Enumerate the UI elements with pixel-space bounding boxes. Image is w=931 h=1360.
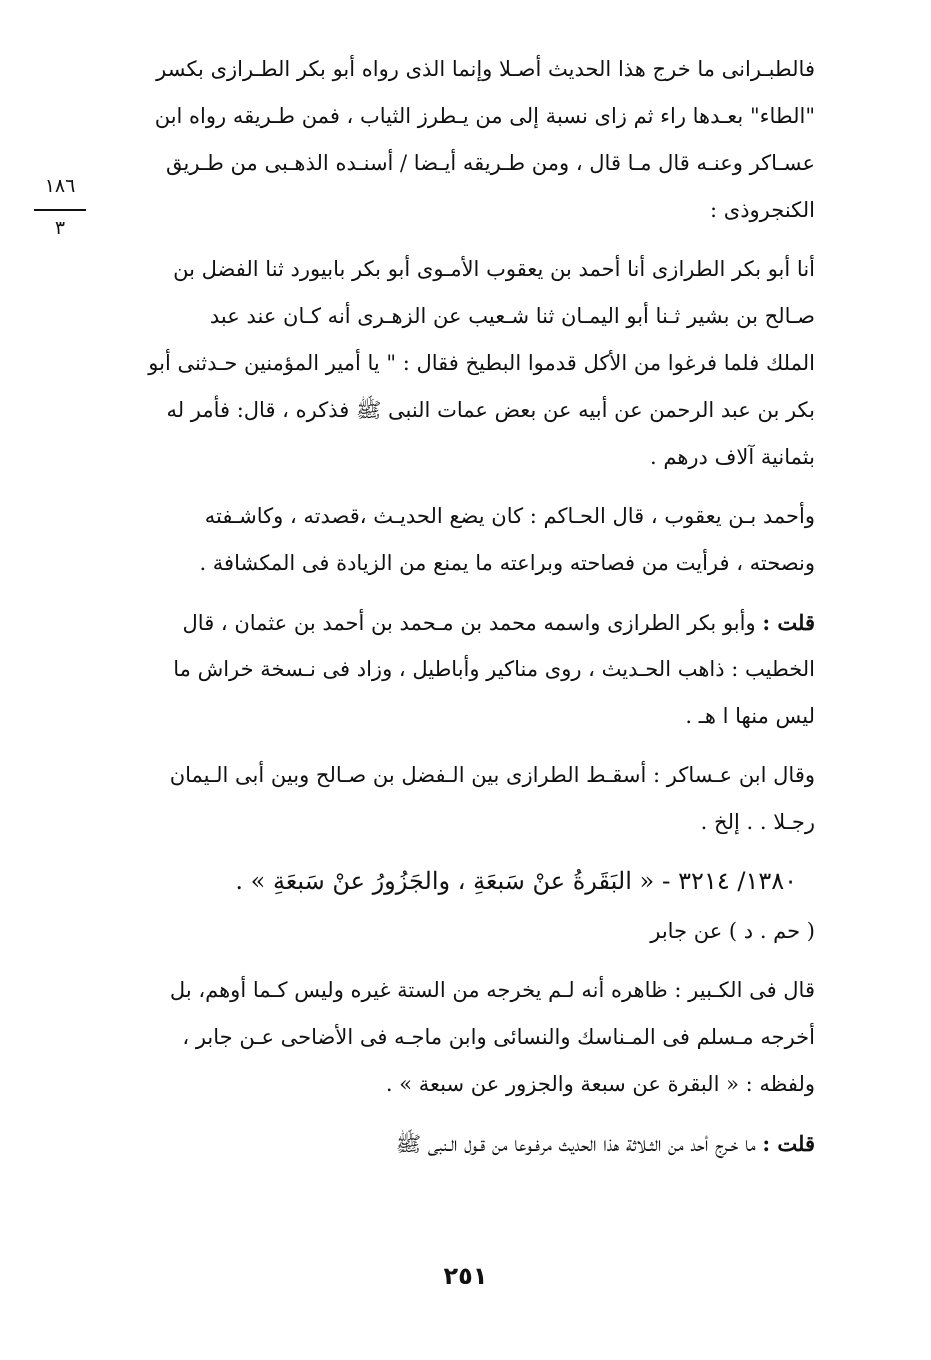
text-line: وقال ابن عـساكر : أسقـط الطرازى بين الـفضل بن صـالح وبين أبى الـيمان	[169, 763, 815, 787]
qultu-label: قلت :	[762, 1131, 815, 1156]
text-line: بكر بن عبد الرحمن عن أبيه عن بعض عمات النبى ﷺ فذكره ، قال: فأمر له	[166, 398, 815, 422]
margin-volume-number: ٣	[54, 217, 66, 239]
hadith-source: ( حم . د ) عن جابر	[650, 919, 815, 943]
paragraph-qultu-final	[100, 1120, 815, 1167]
text-line: فالطبـرانى ما خرج هذا الحديث أصـلا وإنما الذى رواه أبو بكر الطـرازى بكسر	[156, 57, 815, 81]
qultu-label: قلت :	[762, 610, 815, 635]
text-line: صـالح بن بشير ثـنا أبو اليمـان ثنا شـعيب عن الزهـرى أنه كـان عند عبد	[209, 304, 815, 328]
text-line: الخطيب : ذاهب الحـديث ، روى مناكير وأباطيل ، وزاد فى نـسخة خراش ما	[173, 657, 815, 681]
page-number: ٢٥١	[443, 1262, 488, 1290]
hadith-entry	[100, 858, 815, 955]
main-text-column	[100, 46, 815, 1179]
margin-volume-page-reference	[30, 175, 90, 245]
hadith-text: « البَقَرةُ عنْ سَبعَةِ ، والجَزُورُ عنْ سَبعَةِ » .	[235, 867, 655, 895]
margin-page-number: ١٨٦	[44, 175, 76, 197]
paragraph-isnad	[100, 246, 815, 481]
margin-divider	[34, 209, 86, 211]
text-line: رجـلا . . إلخ .	[700, 810, 815, 834]
text-line: قال فى الكـبير : ظاهره أنه لـم يخرجه من الستة غيره وليس كـما أوهم، بل	[169, 978, 815, 1002]
paragraph-hakim	[100, 493, 815, 587]
text-line: ونصحته ، فرأيت من فصاحته وبراعته ما يمنع من الزيادة فى المكشافة .	[199, 551, 815, 575]
text-line: وأحمد بـن يعقوب ، قال الحـاكم : كان يضع الحديـث ،قصدته ، وكاشـفته	[204, 504, 815, 528]
paragraph-ibn-asakir	[100, 752, 815, 846]
text-line: الكنجروذى :	[710, 198, 815, 222]
text-fragment: ما خـرج أحد من الثـلاثة هذا الحديث مرفـوعا من قـول الـنبى ﷺ	[395, 1132, 763, 1156]
text-line: عسـاكر وعنـه قال مـا قال ، ومن طـريقه أيـضا / أسنـده الذهـبى من طـريق	[166, 151, 815, 175]
hadith-number: ١٣٨٠/ ٣٢١٤ -	[661, 867, 797, 895]
text-line: بثمانية آلاف درهم .	[650, 445, 815, 469]
text-fragment: وأبو بكر الطرازى واسمه محمد بن مـحمد بن أحمد بن عثمان ، قال	[182, 611, 763, 635]
paragraph-kabir	[100, 967, 815, 1108]
paragraph-qultu-tarazi	[100, 599, 815, 740]
text-line: ولفظه : « البقرة عن سبعة والجزور عن سبعة » .	[385, 1072, 815, 1096]
text-line: أخرجه مـسلم فى المـناسك والنسائى وابن ماجـه فى الأضاحى عـن جابر ،	[182, 1025, 815, 1049]
text-line: ليس منها ا هـ .	[685, 704, 815, 728]
text-line	[100, 599, 815, 646]
text-line	[100, 1120, 815, 1167]
paragraph-tabarani	[100, 46, 815, 234]
text-line: الملك فلما فرغوا من الأكل قدموا البطيخ فقال : " يا أمير المؤمنين حـدثنى أبو	[148, 351, 815, 375]
text-line: أنا أبو بكر الطرازى أنا أحمد بن يعقوب الأمـوى أبو بكر بابيورد ثنا الفضل بن	[173, 257, 815, 281]
text-line: "الطاء" بعـدها راء ثم زاى نسبة إلى من يـطرز الثياب ، فمن طـريقه رواه ابن	[154, 104, 815, 128]
hadith-heading	[100, 858, 815, 908]
